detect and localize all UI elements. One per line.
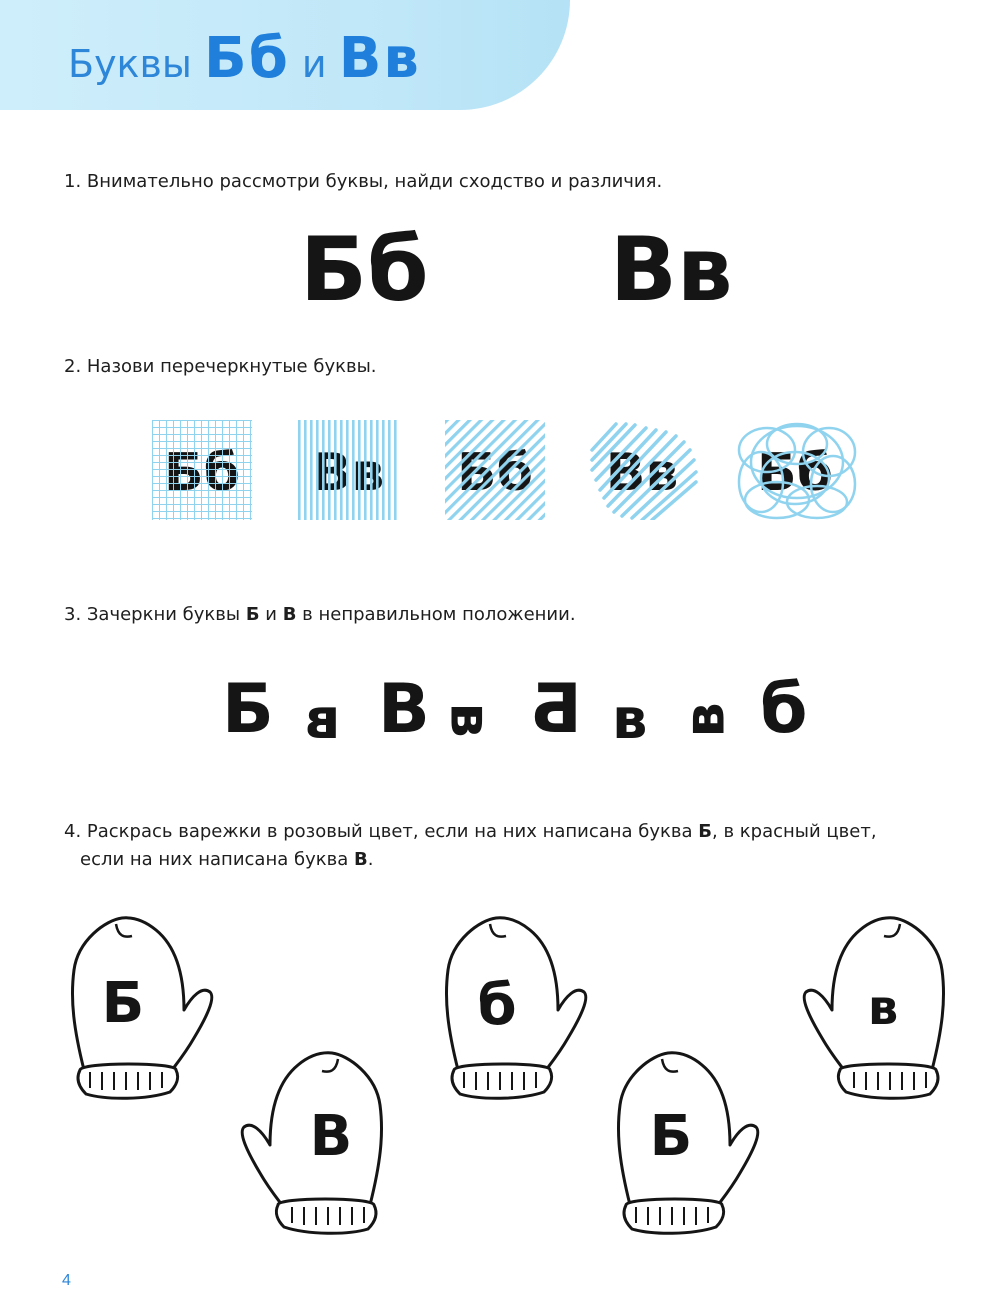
- letter-3-upright[interactable]: В: [378, 670, 430, 749]
- crossed-tile-grid: [152, 420, 252, 520]
- task-4-text-line-1: [64, 818, 877, 846]
- letter-1-upright[interactable]: Б: [222, 670, 274, 749]
- title-prefix: Буквы: [68, 42, 192, 86]
- task-4-line-2-letter: В: [353, 849, 368, 870]
- mitten-3-letter: б: [477, 973, 517, 1038]
- title-conjunction: и: [301, 42, 327, 86]
- task-3-letter-b: Б: [245, 604, 260, 625]
- task-1-text: 1. Внимательно рассмотри буквы, найди сходство и различия.: [64, 171, 663, 192]
- task-2-text: 2. Назови перечеркнутые буквы.: [64, 356, 377, 377]
- crossed-tile-scribble-hatch: [590, 420, 690, 520]
- page-title: [68, 26, 421, 97]
- mitten-1[interactable]: [66, 910, 226, 1110]
- task-3-letter-v: В: [282, 604, 297, 625]
- task-4-line-2-before: если на них написана буква: [80, 849, 354, 870]
- task-4-line-1-after: , в красный цвет,: [712, 821, 877, 842]
- mitten-5-letter: в: [867, 980, 899, 1036]
- letter-2-mirrored[interactable]: в: [305, 687, 341, 752]
- letter-4-rotated[interactable]: в: [437, 702, 503, 738]
- crossed-tile-vertical: [298, 420, 398, 520]
- letter-pairs: [300, 220, 733, 320]
- crossed-tile-diagonal: [445, 420, 545, 520]
- tile-4-letters: Вв: [605, 443, 679, 503]
- mitten-5[interactable]: [790, 910, 950, 1110]
- crossed-tile-scribble-loops: [737, 420, 837, 520]
- task-3-text: [64, 601, 576, 629]
- mitten-2-letter: В: [309, 1104, 353, 1169]
- mitten-2[interactable]: [228, 1045, 388, 1245]
- letter-6-upright[interactable]: в: [612, 687, 648, 752]
- letter-5-mirrored[interactable]: Б: [530, 670, 582, 749]
- mitten-4-letter: Б: [649, 1104, 693, 1169]
- title-letters-v: Вв: [338, 26, 421, 91]
- task-4-line-1-before: 4. Раскрась варежки в розовый цвет, если на них написана буква: [64, 821, 699, 842]
- page-number: 4: [62, 1272, 71, 1289]
- task-3-text-after: в неправильном положении.: [296, 604, 576, 625]
- letter-pair-v: Вв: [609, 218, 733, 321]
- tile-5-letters: Бб: [757, 443, 833, 503]
- mitten-4[interactable]: [612, 1045, 772, 1245]
- letter-pair-b: Бб: [300, 218, 429, 321]
- task-3-text-before: 3. Зачеркни буквы: [64, 604, 246, 625]
- title-letters-b: Бб: [204, 26, 290, 91]
- task-4-line-2-after: .: [367, 849, 374, 870]
- letter-7-rotated[interactable]: в: [672, 702, 738, 738]
- mitten-3[interactable]: [440, 910, 600, 1110]
- mitten-1-letter: Б: [101, 971, 145, 1036]
- task-4-text-line-2: [80, 846, 373, 874]
- letter-orientation-row: [0, 670, 1000, 760]
- task-4-line-1-letter: Б: [698, 821, 713, 842]
- letter-8-upright[interactable]: б: [760, 670, 808, 749]
- task-3-text-and: и: [259, 604, 283, 625]
